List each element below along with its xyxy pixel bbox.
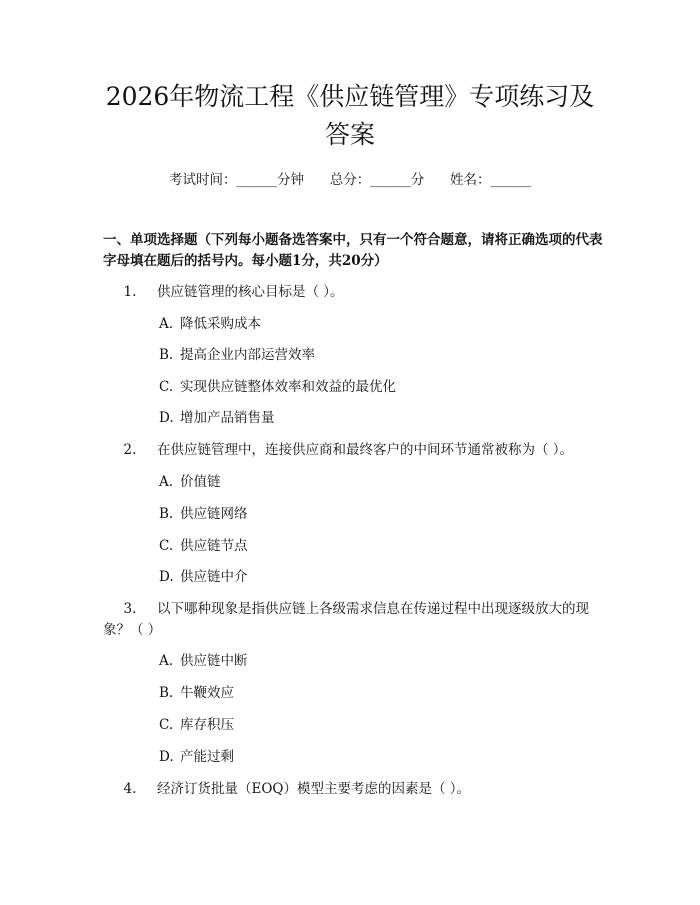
- option-text: 牛鞭效应: [180, 685, 234, 701]
- option-letter: B.: [159, 347, 174, 363]
- option-letter: A.: [159, 474, 174, 490]
- option-letter: D.: [159, 410, 174, 426]
- option-text: 降低采购成本: [180, 316, 261, 332]
- option-text: 产能过剩: [180, 749, 234, 765]
- option-2b: [159, 504, 248, 525]
- section-heading: 一、单项选择题（下列每小题备选答案中，只有一个符合题意，请将正确选项的代表字母填在题后的括号内。每小题1分，共20分）: [103, 232, 603, 269]
- option-1a: [159, 314, 261, 335]
- question-number: 2.: [123, 442, 137, 458]
- option-text: 供应链网络: [180, 506, 248, 522]
- question-3: [103, 599, 603, 641]
- option-3a: [159, 651, 248, 672]
- option-letter: A.: [159, 316, 174, 332]
- option-letter: D.: [159, 749, 174, 765]
- question-text: 以下哪种现象是指供应链上各级需求信息在传递过程中出现逐级放大的现象？（ ）: [103, 601, 589, 638]
- option-text: 供应链中断: [180, 653, 248, 669]
- question-number: 1.: [123, 284, 137, 300]
- option-3b: [159, 683, 234, 704]
- option-2a: [159, 472, 221, 493]
- question-2: [103, 440, 603, 461]
- question-number: 4.: [123, 781, 137, 797]
- option-2d: [159, 567, 248, 588]
- option-letter: D.: [159, 569, 174, 585]
- option-text: 库存积压: [180, 717, 234, 733]
- option-text: 实现供应链整体效率和效益的最优化: [180, 379, 396, 395]
- option-1c: [159, 377, 396, 398]
- exam-info-line: 考试时间：______分钟 总分：______分 姓名：______: [169, 172, 531, 188]
- option-letter: C.: [159, 379, 174, 395]
- option-3c: [159, 715, 234, 736]
- question-text: 经济订货批量（EOQ）模型主要考虑的因素是（ ）。: [157, 781, 471, 797]
- option-letter: B.: [159, 506, 174, 522]
- option-text: 供应链节点: [180, 538, 248, 554]
- option-1b: [159, 345, 315, 366]
- question-text: 在供应链管理中，连接供应商和最终客户的中间环节通常被称为（ ）。: [157, 442, 574, 458]
- option-text: 增加产品销售量: [180, 410, 275, 426]
- document-title: 2026年物流工程《供应链管理》专项练习及答案: [105, 82, 595, 149]
- question-text: 供应链管理的核心目标是（ ）。: [157, 284, 344, 300]
- option-2c: [159, 536, 248, 557]
- option-letter: C.: [159, 538, 174, 554]
- option-1d: [159, 408, 275, 429]
- option-text: 价值链: [180, 474, 221, 490]
- option-3d: [159, 747, 234, 768]
- question-number: 3.: [123, 601, 137, 617]
- option-letter: B.: [159, 685, 174, 701]
- option-letter: C.: [159, 717, 174, 733]
- option-text: 供应链中介: [180, 569, 248, 585]
- option-letter: A.: [159, 653, 174, 669]
- question-4: [103, 779, 603, 800]
- option-text: 提高企业内部运营效率: [180, 347, 315, 363]
- question-1: [103, 282, 603, 303]
